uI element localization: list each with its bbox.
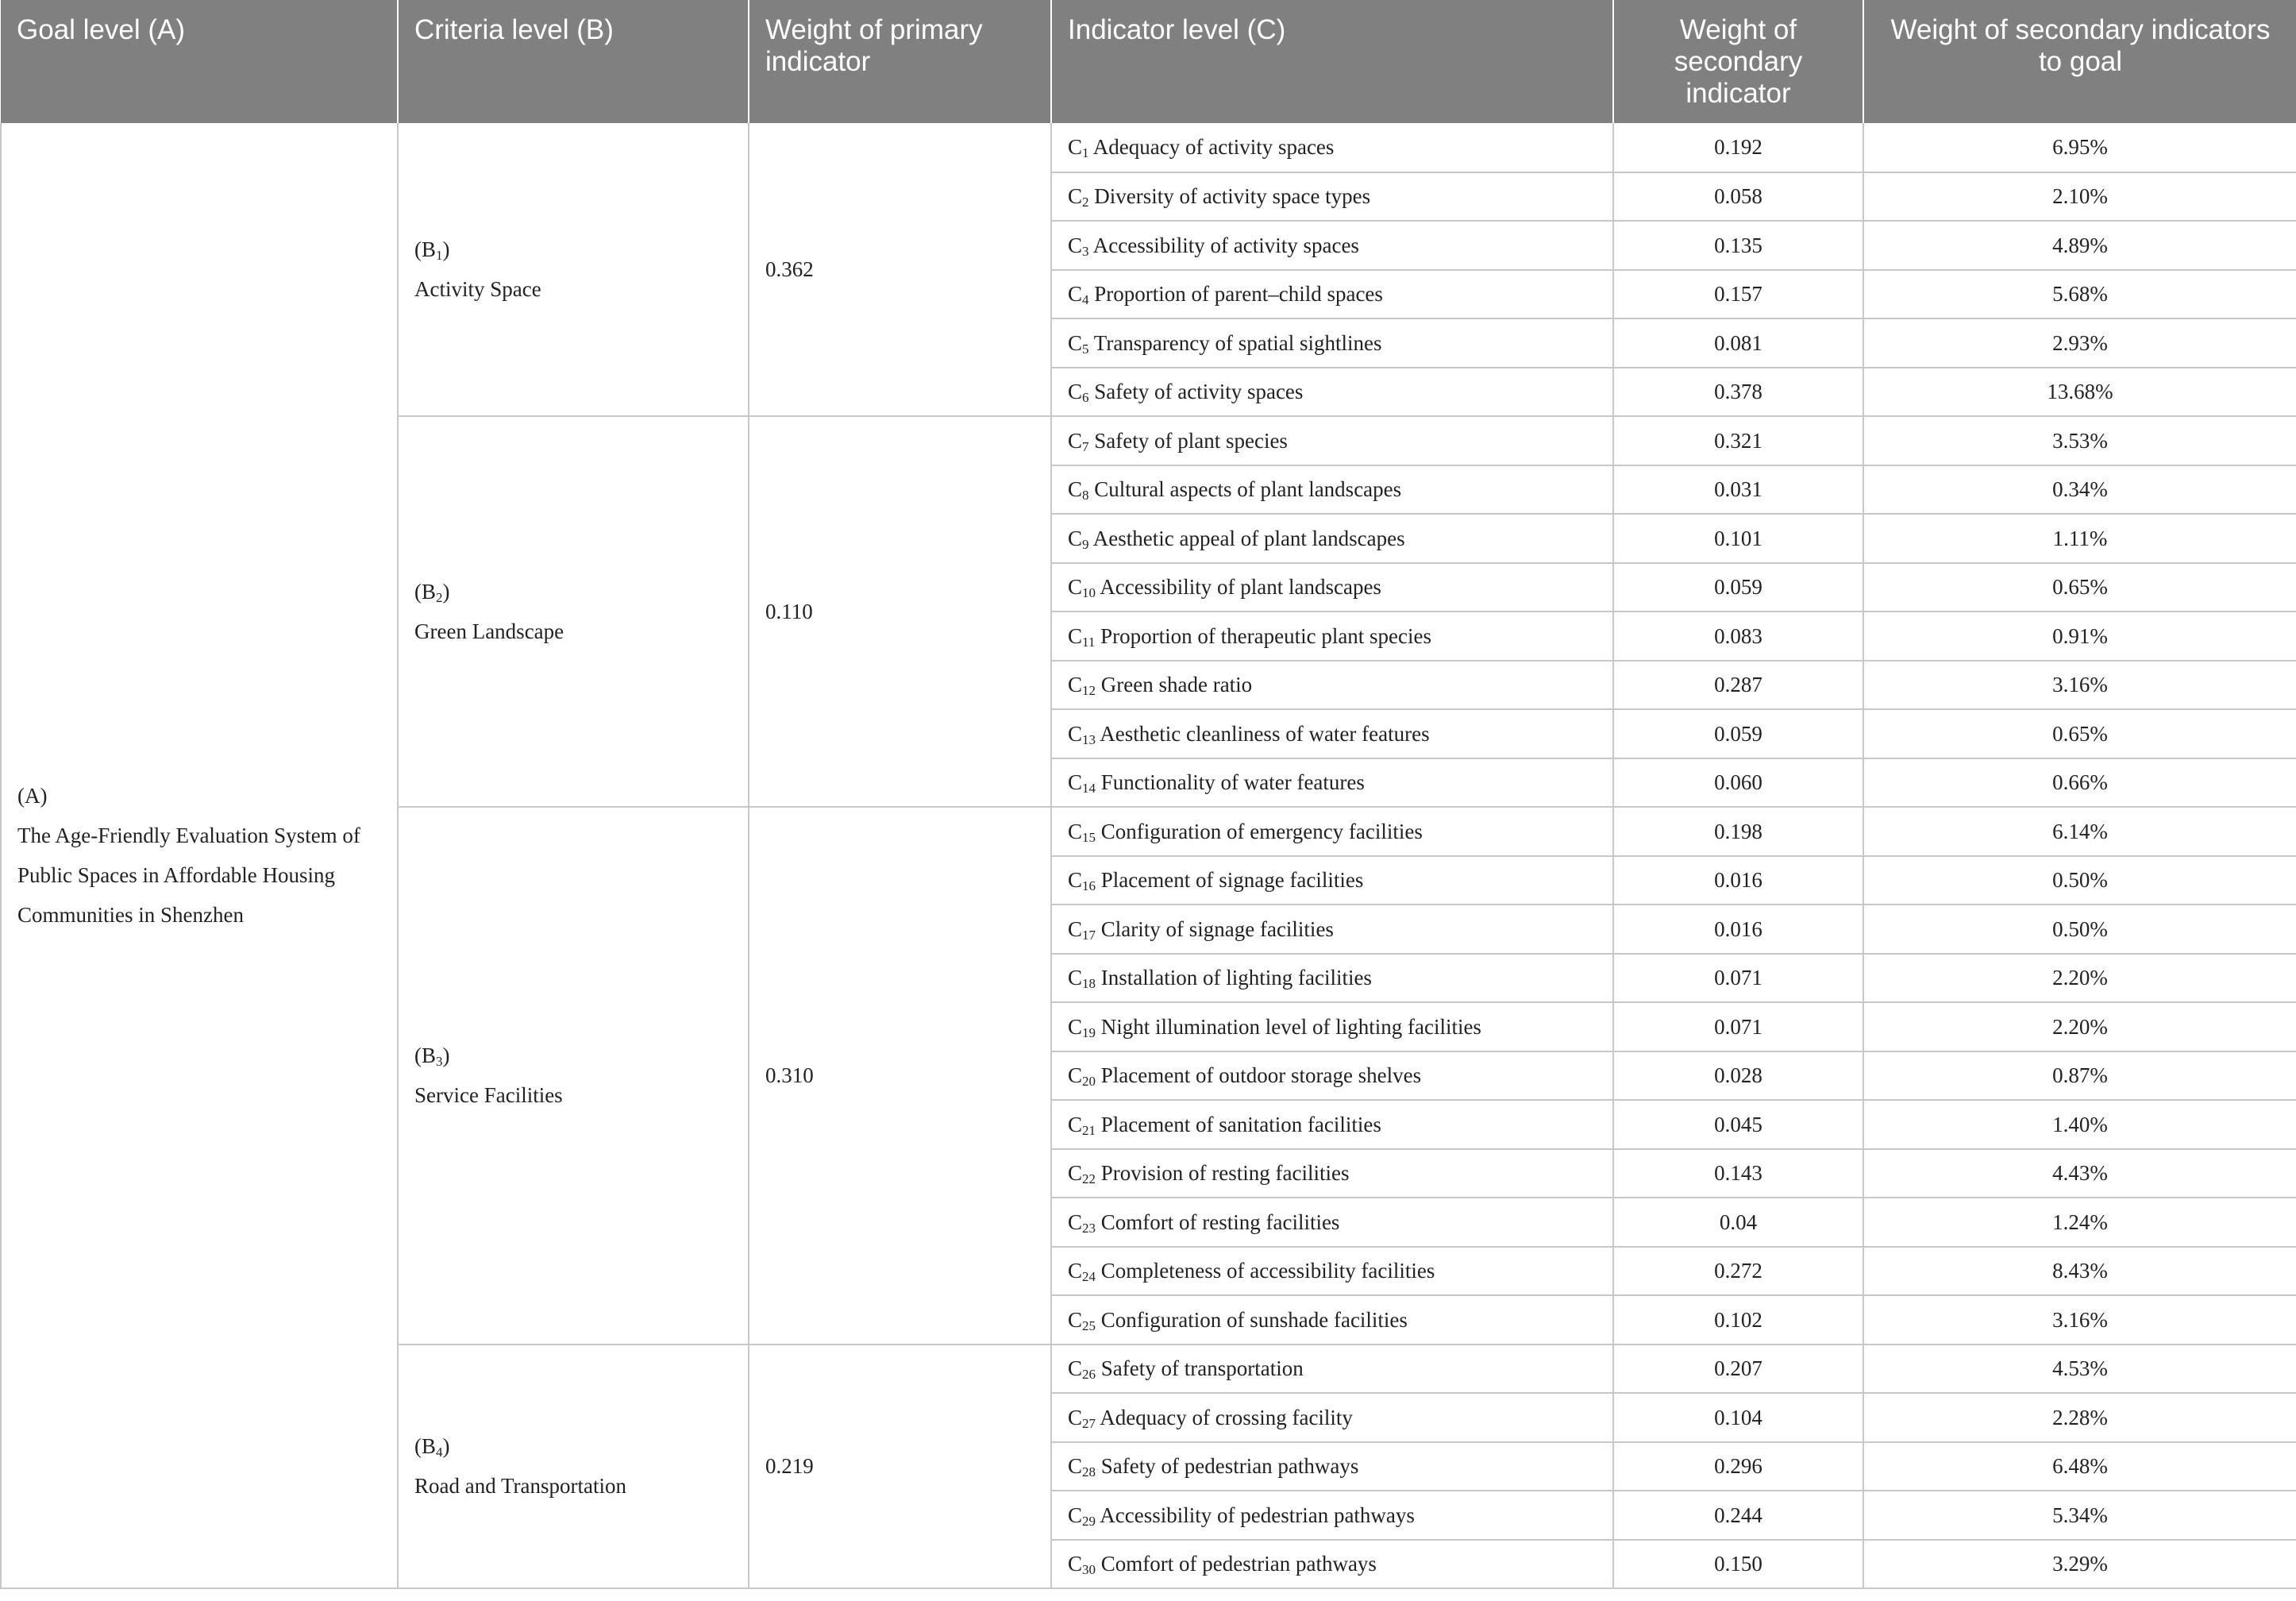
criteria-code-close: ) xyxy=(442,237,450,261)
indicator-code-letter: C xyxy=(1068,1063,1083,1088)
criteria-code xyxy=(414,572,732,611)
indicator-code-letter: C xyxy=(1068,1356,1083,1381)
secondary-weight-cell: 0.045 xyxy=(1613,1100,1863,1149)
indicator-code-subscript: 30 xyxy=(1082,1562,1096,1578)
indicator-cell xyxy=(1051,270,1613,319)
indicator-cell xyxy=(1051,1491,1613,1540)
indicator-name: Safety of activity spaces xyxy=(1094,380,1304,404)
goal-weight-cell: 3.16% xyxy=(1863,1295,2296,1344)
table-row xyxy=(1,123,2296,172)
indicator-cell xyxy=(1051,1295,1613,1344)
indicator-cell xyxy=(1051,1247,1613,1296)
criteria-cell xyxy=(398,807,749,1344)
indicator-name: Accessibility of activity spaces xyxy=(1092,233,1359,257)
secondary-weight-cell: 0.378 xyxy=(1613,368,1863,417)
indicator-cell xyxy=(1051,954,1613,1003)
indicator-code-letter: C xyxy=(1068,428,1083,453)
indicator-cell xyxy=(1051,1393,1613,1442)
indicator-code-subscript: 11 xyxy=(1082,634,1096,650)
goal-weight-cell: 0.66% xyxy=(1863,758,2296,808)
indicator-code-letter: C xyxy=(1068,1209,1083,1234)
indicator-name: Accessibility of pedestrian pathways xyxy=(1100,1503,1415,1527)
indicator-name: Placement of signage facilities xyxy=(1100,868,1364,893)
secondary-weight-cell: 0.102 xyxy=(1613,1295,1863,1344)
goal-weight-cell: 0.50% xyxy=(1863,905,2296,954)
criteria-cell xyxy=(398,1344,749,1589)
criteria-code-close: ) xyxy=(442,1044,450,1068)
header-row xyxy=(1,0,2296,123)
header-goal-weight: Weight of secondary indicators to goal xyxy=(1863,0,2296,123)
criteria-name: Green Landscape xyxy=(414,619,564,643)
indicator-code-subscript: 10 xyxy=(1082,585,1096,601)
indicator-code-subscript: 19 xyxy=(1082,1024,1096,1040)
indicator-code-subscript: 18 xyxy=(1082,976,1096,992)
secondary-weight-cell: 0.059 xyxy=(1613,709,1863,758)
indicator-code-letter: C xyxy=(1068,721,1083,746)
indicator-code-letter: C xyxy=(1068,1454,1083,1479)
indicator-code-letter: C xyxy=(1068,477,1083,502)
header-indicator-level: Indicator level (C) xyxy=(1051,0,1613,123)
indicator-name: Aesthetic cleanliness of water features xyxy=(1100,721,1430,746)
secondary-weight-cell: 0.272 xyxy=(1613,1247,1863,1296)
goal-weight-cell: 0.87% xyxy=(1863,1051,2296,1101)
secondary-weight-cell: 0.031 xyxy=(1613,465,1863,515)
indicator-name: Proportion of parent–child spaces xyxy=(1094,282,1383,307)
indicator-code-letter: C xyxy=(1068,770,1083,795)
indicator-cell xyxy=(1051,368,1613,417)
criteria-code xyxy=(414,1036,732,1075)
indicator-code-subscript: 2 xyxy=(1082,195,1089,210)
indicator-name: Placement of sanitation facilities xyxy=(1100,1112,1381,1136)
criteria-code xyxy=(414,230,732,269)
indicator-name: Placement of outdoor storage shelves xyxy=(1100,1063,1422,1088)
goal-weight-cell: 2.28% xyxy=(1863,1393,2296,1442)
indicator-cell xyxy=(1051,563,1613,612)
header-goal-level: Goal level (A) xyxy=(1,0,398,123)
indicator-name: Adequacy of crossing facility xyxy=(1100,1405,1353,1429)
goal-cell xyxy=(1,123,398,1588)
indicator-code-subscript: 21 xyxy=(1082,1122,1096,1138)
indicator-name: Night illumination level of lighting facilities xyxy=(1100,1014,1481,1039)
indicator-cell xyxy=(1051,318,1613,368)
secondary-weight-cell: 0.04 xyxy=(1613,1198,1863,1247)
indicator-code-letter: C xyxy=(1068,1307,1083,1332)
goal-weight-cell: 2.20% xyxy=(1863,954,2296,1003)
secondary-weight-cell: 0.101 xyxy=(1613,514,1863,563)
secondary-weight-cell: 0.135 xyxy=(1613,221,1863,270)
indicator-code-subscript: 6 xyxy=(1082,390,1089,406)
indicator-code-letter: C xyxy=(1068,966,1083,990)
indicator-code-letter: C xyxy=(1068,916,1083,941)
indicator-name: Functionality of water features xyxy=(1100,770,1365,795)
indicator-name: Transparency of spatial sightlines xyxy=(1093,330,1382,355)
indicator-name: Safety of plant species xyxy=(1094,428,1288,453)
indicator-code-subscript: 28 xyxy=(1082,1464,1096,1480)
indicator-code-subscript: 26 xyxy=(1082,1367,1096,1383)
criteria-code-subscript: 1 xyxy=(436,248,443,263)
indicator-code-subscript: 24 xyxy=(1082,1269,1096,1285)
indicator-name: Aesthetic appeal of plant landscapes xyxy=(1092,526,1405,550)
indicator-code-subscript: 22 xyxy=(1082,1171,1096,1187)
criteria-code-close: ) xyxy=(442,580,450,604)
goal-weight-cell: 6.14% xyxy=(1863,807,2296,856)
table-body xyxy=(1,123,2296,1588)
indicator-code-subscript: 4 xyxy=(1082,292,1089,308)
goal-weight-cell: 2.10% xyxy=(1863,172,2296,222)
secondary-weight-cell: 0.244 xyxy=(1613,1491,1863,1540)
secondary-weight-cell: 0.016 xyxy=(1613,905,1863,954)
header-primary-weight: Weight of primary indicator xyxy=(749,0,1051,123)
criteria-code-close: ) xyxy=(442,1434,450,1459)
secondary-weight-cell: 0.207 xyxy=(1613,1344,1863,1394)
indicator-code-letter: C xyxy=(1068,282,1083,307)
indicator-code-letter: C xyxy=(1068,184,1083,209)
indicator-cell xyxy=(1051,514,1613,563)
secondary-weight-cell: 0.059 xyxy=(1613,563,1863,612)
indicator-code-subscript: 25 xyxy=(1082,1317,1096,1333)
primary-weight-cell: 0.110 xyxy=(749,416,1051,807)
secondary-weight-cell: 0.083 xyxy=(1613,611,1863,661)
goal-weight-cell: 6.95% xyxy=(1863,123,2296,172)
header-secondary-weight: Weight of secondary indicator xyxy=(1613,0,1863,123)
indicator-code-letter: C xyxy=(1068,1552,1083,1576)
indicator-code-subscript: 5 xyxy=(1082,341,1089,357)
indicator-code-letter: C xyxy=(1068,1503,1083,1527)
secondary-weight-cell: 0.081 xyxy=(1613,318,1863,368)
goal-weight-cell: 0.34% xyxy=(1863,465,2296,515)
indicator-name: Configuration of sunshade facilities xyxy=(1100,1307,1408,1332)
indicator-code-subscript: 12 xyxy=(1082,683,1096,699)
criteria-code-subscript: 3 xyxy=(436,1054,443,1070)
goal-weight-cell: 3.29% xyxy=(1863,1540,2296,1589)
indicator-cell xyxy=(1051,416,1613,465)
secondary-weight-cell: 0.192 xyxy=(1613,123,1863,172)
criteria-cell xyxy=(398,123,749,416)
goal-text: The Age-Friendly Evaluation System of Public Spaces in Affordable Housing Communities in Shenzhen xyxy=(17,824,360,927)
indicator-name: Installation of lighting facilities xyxy=(1100,966,1372,990)
indicator-cell xyxy=(1051,1149,1613,1198)
indicator-cell xyxy=(1051,807,1613,856)
criteria-code-letter: (B xyxy=(414,1434,436,1459)
indicator-code-subscript: 20 xyxy=(1082,1074,1096,1090)
goal-weight-cell: 4.43% xyxy=(1863,1149,2296,1198)
indicator-name: Clarity of signage facilities xyxy=(1100,916,1334,941)
indicator-code-letter: C xyxy=(1068,1405,1083,1429)
indicator-cell xyxy=(1051,1198,1613,1247)
indicator-code-subscript: 17 xyxy=(1082,927,1096,943)
criteria-name: Service Facilities xyxy=(414,1083,563,1108)
indicator-code-letter: C xyxy=(1068,819,1083,843)
secondary-weight-cell: 0.058 xyxy=(1613,172,1863,222)
indicator-code-letter: C xyxy=(1068,575,1083,600)
indicator-code-subscript: 14 xyxy=(1082,781,1096,797)
indicator-name: Provision of resting facilities xyxy=(1100,1161,1350,1186)
goal-weight-cell: 5.68% xyxy=(1863,270,2296,319)
indicator-code-letter: C xyxy=(1068,1014,1083,1039)
indicator-name: Comfort of pedestrian pathways xyxy=(1100,1552,1377,1576)
goal-weight-cell: 5.34% xyxy=(1863,1491,2296,1540)
indicator-cell xyxy=(1051,1344,1613,1394)
indicator-code-subscript: 15 xyxy=(1082,829,1096,845)
indicator-name: Safety of pedestrian pathways xyxy=(1100,1454,1359,1479)
indicator-code-letter: C xyxy=(1068,868,1083,893)
indicator-name: Comfort of resting facilities xyxy=(1100,1209,1340,1234)
goal-weight-cell: 4.53% xyxy=(1863,1344,2296,1394)
indicator-name: Safety of transportation xyxy=(1100,1356,1304,1381)
indicator-cell xyxy=(1051,905,1613,954)
secondary-weight-cell: 0.296 xyxy=(1613,1442,1863,1491)
criteria-code-letter: (B xyxy=(414,237,436,261)
indicator-name: Cultural aspects of plant landscapes xyxy=(1094,477,1402,502)
goal-weight-cell: 3.53% xyxy=(1863,416,2296,465)
indicator-cell xyxy=(1051,1442,1613,1491)
criteria-code-subscript: 2 xyxy=(436,590,443,605)
criteria-name: Road and Transportation xyxy=(414,1474,626,1499)
secondary-weight-cell: 0.016 xyxy=(1613,856,1863,905)
indicator-cell xyxy=(1051,1100,1613,1149)
indicator-cell xyxy=(1051,123,1613,172)
indicator-code-subscript: 27 xyxy=(1082,1415,1096,1431)
goal-weight-cell: 2.20% xyxy=(1863,1002,2296,1051)
criteria-code-letter: (B xyxy=(414,1044,436,1068)
indicator-code-letter: C xyxy=(1068,673,1083,697)
criteria-name: Activity Space xyxy=(414,277,541,301)
secondary-weight-cell: 0.150 xyxy=(1613,1540,1863,1589)
indicator-code-subscript: 1 xyxy=(1082,145,1089,161)
indicator-code-subscript: 29 xyxy=(1082,1513,1096,1529)
goal-weight-cell: 0.65% xyxy=(1863,563,2296,612)
header-criteria-level: Criteria level (B) xyxy=(398,0,749,123)
goal-weight-cell: 4.89% xyxy=(1863,221,2296,270)
primary-weight-cell: 0.219 xyxy=(749,1344,1051,1589)
indicator-name: Completeness of accessibility facilities xyxy=(1100,1259,1435,1283)
indicator-cell xyxy=(1051,611,1613,661)
goal-weight-cell: 13.68% xyxy=(1863,368,2296,417)
indicator-code-subscript: 23 xyxy=(1082,1220,1096,1236)
criteria-code-letter: (B xyxy=(414,580,436,604)
indicator-name: Green shade ratio xyxy=(1100,673,1253,697)
goal-weight-cell: 0.65% xyxy=(1863,709,2296,758)
indicator-code-subscript: 3 xyxy=(1082,243,1089,259)
goal-weight-cell: 6.48% xyxy=(1863,1442,2296,1491)
secondary-weight-cell: 0.157 xyxy=(1613,270,1863,319)
indicator-name: Configuration of emergency facilities xyxy=(1100,819,1423,843)
secondary-weight-cell: 0.028 xyxy=(1613,1051,1863,1101)
secondary-weight-cell: 0.287 xyxy=(1613,661,1863,710)
secondary-weight-cell: 0.071 xyxy=(1613,1002,1863,1051)
indicator-name: Adequacy of activity spaces xyxy=(1092,135,1335,160)
indicator-cell xyxy=(1051,1002,1613,1051)
goal-weight-cell: 3.16% xyxy=(1863,661,2296,710)
indicator-code-letter: C xyxy=(1068,135,1083,160)
goal-weight-cell: 0.50% xyxy=(1863,856,2296,905)
indicator-code-letter: C xyxy=(1068,623,1083,648)
indicator-code-subscript: 8 xyxy=(1082,488,1089,503)
indicator-code-letter: C xyxy=(1068,1161,1083,1186)
criteria-cell xyxy=(398,416,749,807)
secondary-weight-cell: 0.060 xyxy=(1613,758,1863,808)
goal-weight-cell: 1.24% xyxy=(1863,1198,2296,1247)
secondary-weight-cell: 0.104 xyxy=(1613,1393,1863,1442)
primary-weight-cell: 0.362 xyxy=(749,123,1051,416)
indicator-code-letter: C xyxy=(1068,330,1083,355)
indicator-code-subscript: 9 xyxy=(1082,536,1089,552)
goal-weight-cell: 1.40% xyxy=(1863,1100,2296,1149)
goal-weight-cell: 2.93% xyxy=(1863,318,2296,368)
indicator-cell xyxy=(1051,465,1613,515)
indicator-cell xyxy=(1051,172,1613,222)
goal-code: (A) xyxy=(17,784,48,808)
indicator-code-subscript: 7 xyxy=(1082,438,1089,454)
secondary-weight-cell: 0.143 xyxy=(1613,1149,1863,1198)
indicator-cell xyxy=(1051,758,1613,808)
primary-weight-cell: 0.310 xyxy=(749,807,1051,1344)
indicator-cell xyxy=(1051,709,1613,758)
indicator-code-subscript: 13 xyxy=(1082,731,1096,747)
goal-weight-cell: 1.11% xyxy=(1863,514,2296,563)
indicator-code-letter: C xyxy=(1068,380,1083,404)
goal-weight-cell: 0.91% xyxy=(1863,611,2296,661)
indicator-code-letter: C xyxy=(1068,233,1083,257)
secondary-weight-cell: 0.198 xyxy=(1613,807,1863,856)
indicator-cell xyxy=(1051,221,1613,270)
indicator-name: Diversity of activity space types xyxy=(1094,184,1371,209)
indicator-cell xyxy=(1051,1540,1613,1589)
criteria-code xyxy=(414,1426,732,1466)
indicator-code-letter: C xyxy=(1068,526,1083,550)
secondary-weight-cell: 0.321 xyxy=(1613,416,1863,465)
indicator-code-letter: C xyxy=(1068,1259,1083,1283)
indicator-name: Proportion of therapeutic plant species xyxy=(1100,623,1432,648)
indicator-cell xyxy=(1051,1051,1613,1101)
indicator-cell xyxy=(1051,856,1613,905)
indicator-code-letter: C xyxy=(1068,1112,1083,1136)
indicator-code-subscript: 16 xyxy=(1082,878,1096,894)
indicator-name: Accessibility of plant landscapes xyxy=(1100,575,1381,600)
indicator-cell xyxy=(1051,661,1613,710)
goal-weight-cell: 8.43% xyxy=(1863,1247,2296,1296)
secondary-weight-cell: 0.071 xyxy=(1613,954,1863,1003)
criteria-code-subscript: 4 xyxy=(436,1445,443,1460)
